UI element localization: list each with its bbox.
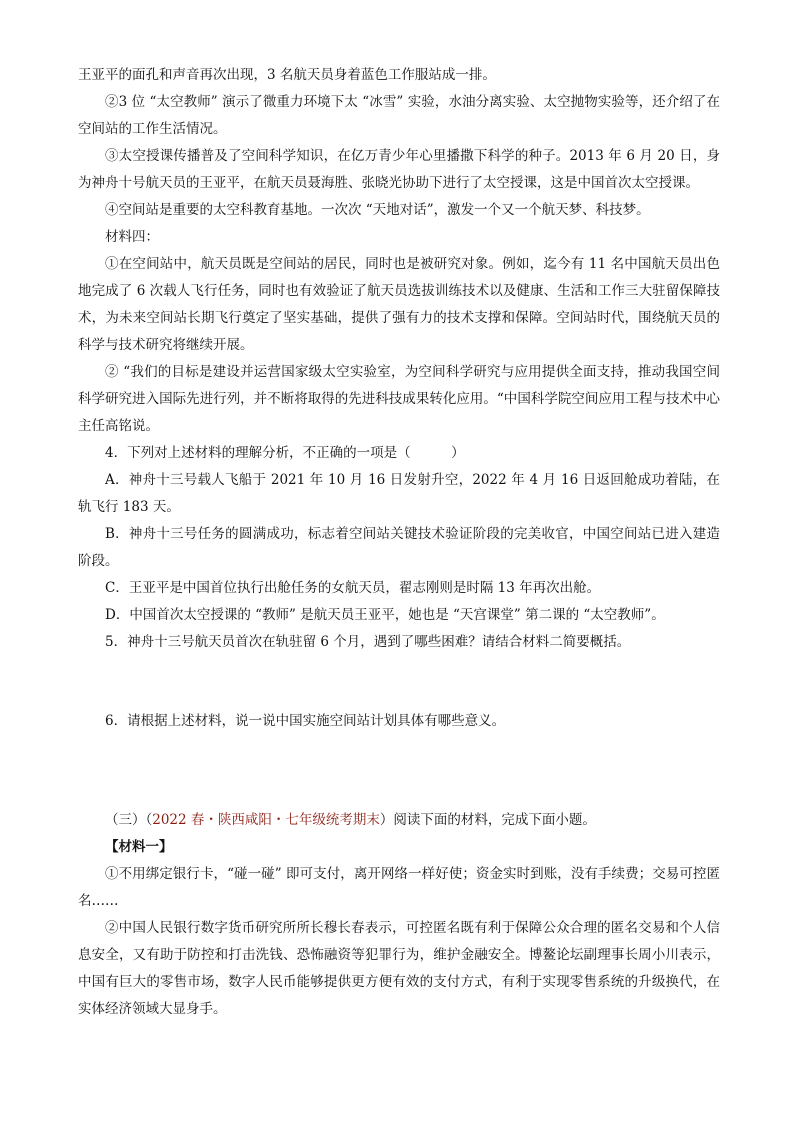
section-3-source-link[interactable]: 2022 春・陕西咸阳・七年级统考期末 <box>152 812 380 828</box>
material1-heading: 【材料一】 <box>105 839 173 855</box>
section-3-heading <box>78 807 720 834</box>
question-6: 6．请根据上述材料，说一说中国实施空间站计划具体有哪些意义。 <box>105 713 506 729</box>
section-3-instruction: ）阅读下面的材料，完成下面小题。 <box>379 812 596 828</box>
material3-continued-line: 王亚平的面孔和声音再次出现，3 名航天员身着蓝色工作服站成一排。 <box>78 67 496 83</box>
question-4-option-c: C．王亚平是中国首位执行出舱任务的女航天员，翟志刚则是时隔 13 年再次出舱。 <box>105 580 601 596</box>
material1-paragraph-1: ①不用绑定银行卡，“碰一碰” 即可支付，离开网络一样好使；资金实时到账，没有手续费；交易可控匿名…… <box>78 866 720 909</box>
material4-paragraph-1: ①在空间站中，航天员既是空间站的居民，同时也是被研究对象。例如，迄今有 11 名中国航天员出色地完成了 6 次载人飞行任务，同时也有效验证了航天员选拔训练技术以及健康、生活和工作三大驻留保障技术，为未来空间站长期飞行奠定了坚实基础，提供了强有力的技术支撑和保障。空间站时代，围绕航天员的科学与技术研究将继续开展。 <box>78 256 720 353</box>
document-page <box>78 62 720 1023</box>
material3-paragraph-2: ②3 位 “太空教师” 演示了微重力环境下太 “冰雪” 实验，水油分离实验、太空抛物实验等，还介绍了在空间站的工作生活情况。 <box>78 94 720 137</box>
material1-paragraph-2: ②中国人民银行数字货币研究所所长穆长春表示，可控匿名既有利于保障公众合理的匿名交易和个人信息安全，又有助于防控和打击洗钱、恐怖融资等犯罪行为，维护金融安全。博鳌论坛副理事长周小川表示，中国有巨大的零售市场，数字人民币能够提供更方便有效的支付方式，有利于实现零售系统的升级换代，在实体经济领域大显身手。 <box>78 920 720 1017</box>
material4-heading: 材料四： <box>105 229 159 245</box>
material3-paragraph-3: ③太空授课传播普及了空间科学知识，在亿万青少年心里播撒下科学的种子。2013 年 6 月 20 日，身为神舟十号航天员的王亚平，在航天员聂海胜、张晓光协助下进行了太空授课，这是中国首次太空授课。 <box>78 148 720 191</box>
answer-space-q5 <box>78 656 720 708</box>
question-5: 5．神舟十三号航天员首次在轨驻留 6 个月，遇到了哪些困难？请结合材料二简要概括。 <box>105 634 631 650</box>
section-3-prefix: （三）（ <box>105 812 153 828</box>
question-4-stem: 4．下列对上述材料的理解分析，不正确的一项是（ ） <box>105 445 465 461</box>
material4-paragraph-2: ② “我们的目标是建设并运营国家级太空实验室，为空间科学研究与应用提供全面支持，推动我国空间科学研究进入国际先进行列，并不断将取得的先进科技成果转化应用。“中国科学院空间应用工程与技术中心主任高铭说。 <box>78 364 720 434</box>
question-4-option-d: D．中国首次太空授课的 “教师” 是航天员王亚平，她也是 “天宫课堂” 第二课的 “太空教师”。 <box>105 607 665 623</box>
question-4-option-b: B．神舟十三号任务的圆满成功，标志着空间站关键技术验证阶段的完美收官，中国空间站已进入建造阶段。 <box>78 526 720 569</box>
question-4-option-a: A．神舟十三号载人飞船于 2021 年 10 月 16 日发射升空，2022 年 4 月 16 日返回舱成功着陆，在轨飞行 183 天。 <box>78 472 720 515</box>
answer-space-q6 <box>78 735 720 807</box>
material3-paragraph-4: ④空间站是重要的太空科教育基地。一次次 “天地对话”，激发一个又一个航天梦、科技梦。 <box>105 202 650 218</box>
